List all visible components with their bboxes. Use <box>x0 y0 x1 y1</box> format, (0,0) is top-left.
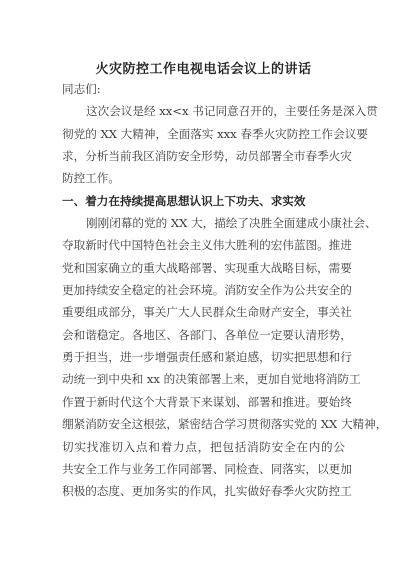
paragraph-line: 切实找准切入点和着力点，把包括消防安全在内的公 <box>62 439 345 454</box>
paragraph-line: 彻党的 XX 大精神，全面落实 xxx 春季火灾防控工作会议要 <box>62 126 368 141</box>
paragraph-line: 党和国家确立的重大战略部署、实现重大战略目标，需要 <box>62 260 352 275</box>
paragraph-line: 这次会议是经 xx<x 书记同意召开的，主要任务是深入贯 <box>86 104 378 119</box>
paragraph-line: 更加持续安全稳定的社会环境。消防安全作为公共安全的 <box>62 283 352 298</box>
paragraph-line: 防控工作。 <box>62 171 120 186</box>
document-title: 火灾防控工作电视电话会议上的讲话 <box>95 62 312 77</box>
paragraph-line: 夺取新时代中国特色社会主义伟大胜利的宏伟蓝图。推进 <box>62 238 352 253</box>
paragraph-line: 作置于新时代这个大背景下来谋划、部署和推进。要始终 <box>62 394 352 409</box>
paragraph-line: 求，分析当前我区消防安全形势，动员部署全市春季火灾 <box>62 149 352 164</box>
paragraph-line: 动统一到中央和 xx 的决策部署上来，更加自觉地将消防工 <box>62 372 361 387</box>
document-body <box>62 78 388 503</box>
paragraph-line: 刚刚闭幕的党的 XX 大，描绘了决胜全面建成小康社会、 <box>86 216 377 231</box>
paragraph-line: 勇于担当，进一步增强责任感和紧迫感，切实把思想和行 <box>62 350 352 365</box>
paragraph-line: 积极的态度、更加务实的作风，扎实做好春季火灾防控工 <box>62 484 352 499</box>
section-heading: 一、着力在持续提高思想认识上下功夫、求实效 <box>62 193 306 208</box>
salutation-line: 同志们: <box>62 82 101 96</box>
paragraph-line: 会和谐稳定。各地区、各部门、各单位一定要认清形势， <box>62 327 352 342</box>
paragraph-line: 共安全工作与业务工作同部署、同检查、同落实，以更加 <box>62 461 352 476</box>
paragraph-line: 重要组成部分，事关广大人民群众生命财产安全，事关社 <box>62 305 352 320</box>
paragraph-line: 绷紧消防安全这根弦，紧密结合学习贯彻落实党的 XX 大精神， <box>62 417 388 432</box>
